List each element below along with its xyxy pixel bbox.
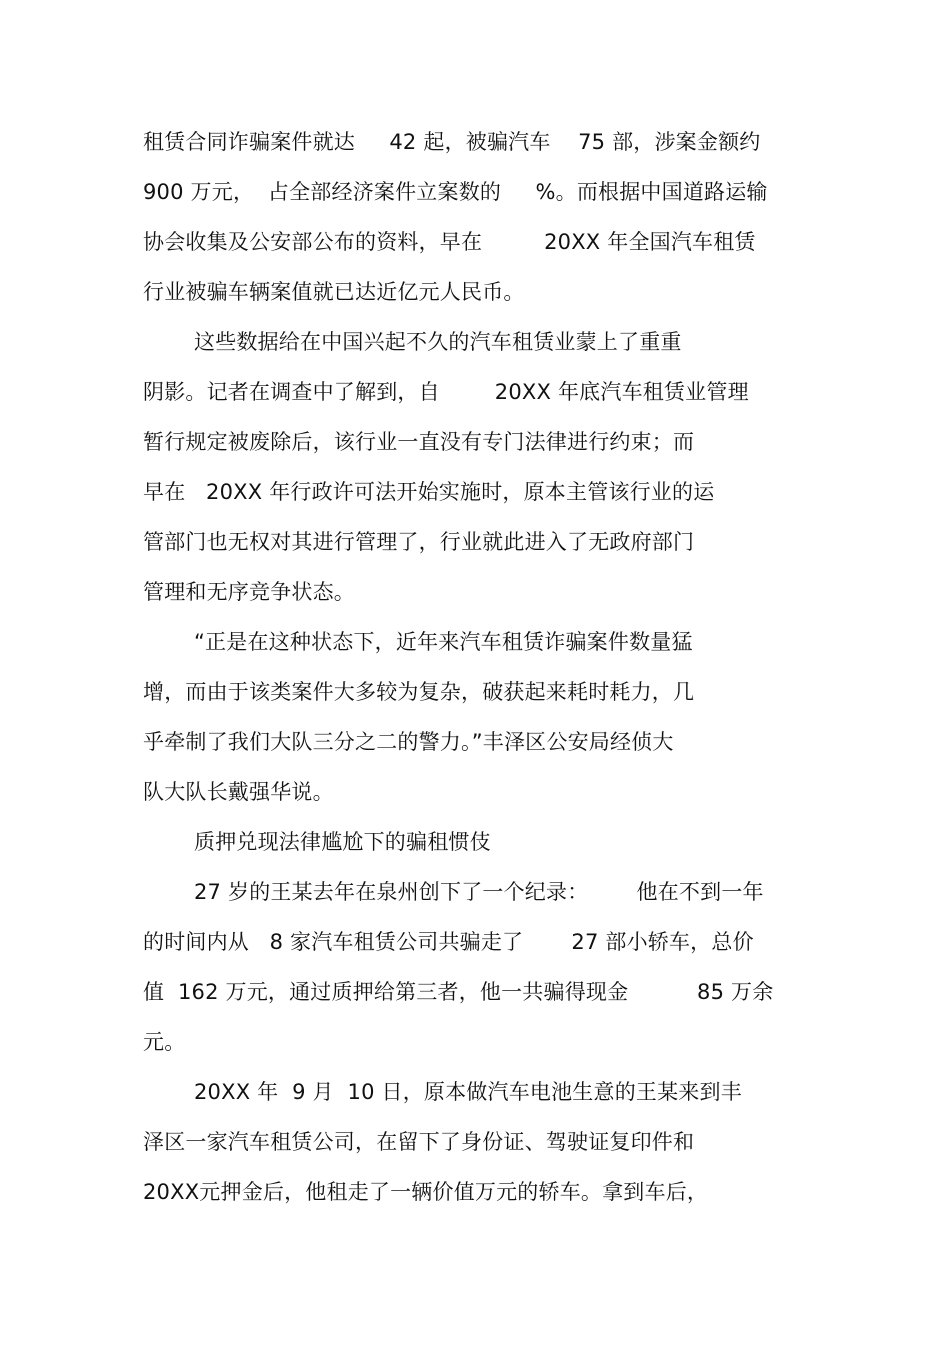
section-heading: 质押兑现法律尴尬下的骗租惯伎: [194, 830, 491, 854]
text-line: 行业被骗车辆案值就已达近亿元人民币。: [143, 280, 525, 304]
text-line: 900 万元， 占全部经济案件立案数的 %。而根据中国道路运输: [143, 180, 768, 204]
text-line: 租赁合同诈骗案件就达 42 起，被骗汽车 75 部，涉案金额约: [143, 130, 761, 154]
paragraph-first-line: “正是在这种状态下，近年来汽车租赁诈骗案件数量猛: [194, 630, 693, 654]
text-line: 阴影。记者在调查中了解到，自 20XX 年底汽车租赁业管理: [143, 380, 749, 404]
text-line: 暂行规定被废除后，该行业一直没有专门法律进行约束；而: [143, 430, 695, 454]
text-line: 的时间内从 8 家汽车租赁公司共骗走了 27 部小轿车，总价: [143, 930, 754, 954]
text-line: 值 162 万元，通过质押给第三者，他一共骗得现金 85 万余: [143, 980, 774, 1004]
paragraph-first-line: 27 岁的王某去年在泉州创下了一个纪录： 他在不到一年: [194, 880, 764, 904]
paragraph-first-line: 20XX 年 9 月 10 日，原本做汽车电池生意的王某来到丰: [194, 1080, 742, 1104]
text-line: 管部门也无权对其进行管理了，行业就此进入了无政府部门: [143, 530, 695, 554]
text-line: 20XX元押金后，他租走了一辆价值万元的轿车。拿到车后，: [143, 1180, 709, 1204]
text-line: 泽区一家汽车租赁公司，在留下了身份证、驾驶证复印件和: [143, 1130, 695, 1154]
text-line: 元。: [143, 1030, 186, 1054]
text-line: 队大队长戴强华说。: [143, 780, 334, 804]
text-line: 协会收集及公安部公布的资料，早在 20XX 年全国汽车租赁: [143, 230, 756, 254]
text-line: 增，而由于该类案件大多较为复杂，破获起来耗时耗力，几: [143, 680, 695, 704]
paragraph-first-line: 这些数据给在中国兴起不久的汽车租赁业蒙上了重重: [194, 330, 682, 354]
text-line: 管理和无序竞争状态。: [143, 580, 355, 604]
text-line: 乎牵制了我们大队三分之二的警力。”丰泽区公安局经侦大: [143, 730, 674, 754]
text-line: 早在 20XX 年行政许可法开始实施时，原本主管该行业的运: [143, 480, 715, 504]
